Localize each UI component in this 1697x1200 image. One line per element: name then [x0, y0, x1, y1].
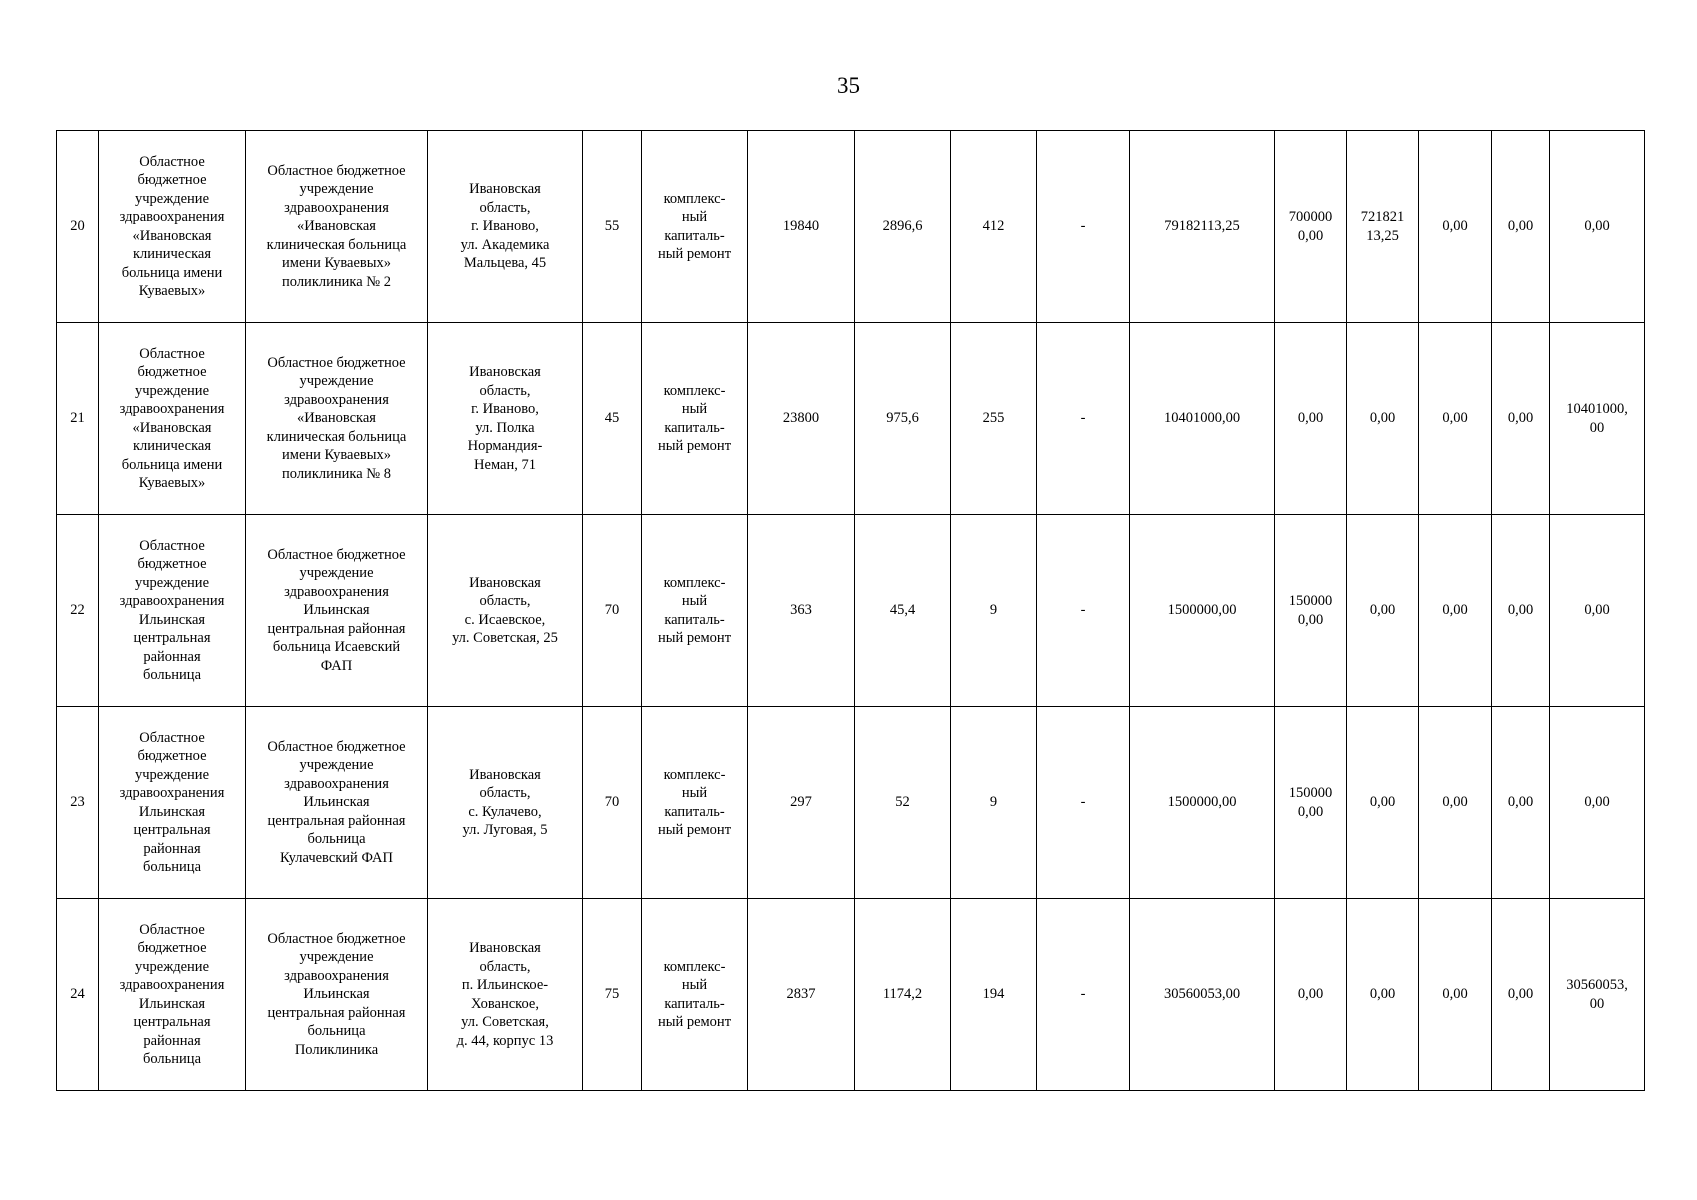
- col15-value: 0,00: [1507, 794, 1534, 811]
- col9-value: 9: [989, 602, 998, 619]
- wear-value: 70: [604, 602, 620, 619]
- col13-cell: [1347, 899, 1419, 1091]
- work-type-cell: [642, 899, 748, 1091]
- table-row: [57, 899, 1645, 1091]
- owner-cell: [99, 515, 246, 707]
- col14-cell: [1419, 707, 1492, 899]
- col12-cell: [1275, 515, 1347, 707]
- table-row: [57, 515, 1645, 707]
- owner-name: Областное бюджетное учреждение здравоохранения Ильинская центральная районная больница: [119, 921, 225, 1067]
- owner-cell: [99, 323, 246, 515]
- object-address: Ивановская область, г. Иваново, ул. Полка Нормандия- Неман, 71: [467, 364, 543, 473]
- col10-value: -: [1080, 218, 1086, 235]
- total-value: 10401000,00: [1163, 410, 1241, 427]
- col9-cell: [951, 707, 1037, 899]
- object-name: Областное бюджетное учреждение здравоохранения Ильинская центральная районная больница Поликлиника: [267, 930, 406, 1058]
- col8-value: 2896,6: [882, 218, 923, 235]
- col9-value: 412: [982, 218, 1005, 235]
- col12-cell: [1275, 899, 1347, 1091]
- col12-cell: [1275, 323, 1347, 515]
- object-cell: [246, 131, 428, 323]
- total-value: 30560053,00: [1163, 986, 1241, 1003]
- col8-value: 52: [895, 794, 910, 811]
- col15-cell: [1492, 323, 1550, 515]
- col14-value: 0,00: [1442, 794, 1468, 811]
- col10-value: -: [1080, 602, 1086, 619]
- total-value: 1500000,00: [1167, 794, 1237, 811]
- work-type-cell: [642, 707, 748, 899]
- row-number: 20: [70, 218, 85, 235]
- col12-value: 0,00: [1297, 410, 1324, 427]
- work-type: комплекс- ный капиталь- ный ремонт: [657, 574, 732, 646]
- facilities-table: [56, 130, 1645, 1091]
- wear-value: 75: [604, 986, 620, 1003]
- col13-value: 0,00: [1369, 986, 1396, 1003]
- col14-cell: [1419, 515, 1492, 707]
- col10-value: -: [1080, 794, 1086, 811]
- col10-value: -: [1080, 410, 1086, 427]
- work-type: комплекс- ный капиталь- ный ремонт: [657, 958, 732, 1030]
- col12-value: 150000 0,00: [1288, 785, 1333, 820]
- col10-cell: [1037, 707, 1130, 899]
- owner-name: Областное бюджетное учреждение здравоохранения Ильинская центральная районная больница: [119, 729, 225, 875]
- wear-value: 45: [604, 410, 620, 427]
- row-number: 22: [70, 602, 85, 619]
- total-cell: [1130, 323, 1275, 515]
- col16-cell: [1550, 707, 1645, 899]
- col14-value: 0,00: [1442, 410, 1468, 427]
- row-number-cell: [57, 707, 99, 899]
- object-cell: [246, 323, 428, 515]
- col7-value: 2837: [786, 986, 816, 1003]
- col7-cell: [748, 899, 855, 1091]
- col16-value: 0,00: [1584, 218, 1610, 235]
- row-number: 23: [70, 794, 85, 811]
- address-cell: [428, 707, 583, 899]
- wear-value: 70: [604, 794, 620, 811]
- wear-value: 55: [604, 218, 620, 235]
- col7-value: 297: [790, 794, 812, 811]
- col12-value: 700000 0,00: [1288, 209, 1333, 244]
- work-type-cell: [642, 323, 748, 515]
- col13-cell: [1347, 323, 1419, 515]
- total-cell: [1130, 131, 1275, 323]
- row-number: 21: [70, 410, 85, 427]
- col14-cell: [1419, 323, 1492, 515]
- col12-cell: [1275, 707, 1347, 899]
- col7-cell: [748, 515, 855, 707]
- col10-cell: [1037, 131, 1130, 323]
- col12-value: 0,00: [1297, 986, 1324, 1003]
- col8-value: 45,4: [889, 602, 916, 619]
- owner-name: Областное бюджетное учреждение здравоохранения «Ивановская клиническая больница имени Куваевых»: [119, 345, 225, 491]
- col15-cell: [1492, 899, 1550, 1091]
- col15-value: 0,00: [1507, 602, 1534, 619]
- row-number-cell: [57, 899, 99, 1091]
- col13-value: 0,00: [1369, 602, 1396, 619]
- col13-cell: [1347, 515, 1419, 707]
- table-row: [57, 131, 1645, 323]
- total-cell: [1130, 707, 1275, 899]
- col10-value: -: [1080, 986, 1086, 1003]
- owner-cell: [99, 899, 246, 1091]
- object-cell: [246, 899, 428, 1091]
- col15-value: 0,00: [1507, 218, 1534, 235]
- col16-value: 0,00: [1584, 794, 1610, 811]
- object-address: Ивановская область, г. Иваново, ул. Академика Мальцева, 45: [460, 181, 550, 272]
- col9-cell: [951, 131, 1037, 323]
- object-name: Областное бюджетное учреждение здравоохранения «Ивановская клиническая больница имени Куваевых» поликлиника № 2: [266, 162, 407, 290]
- col10-cell: [1037, 899, 1130, 1091]
- table-row: [57, 707, 1645, 899]
- object-cell: [246, 515, 428, 707]
- col16-value: 10401000, 00: [1566, 401, 1628, 436]
- col8-value: 1174,2: [882, 986, 923, 1003]
- col12-value: 150000 0,00: [1288, 593, 1333, 628]
- total-value: 79182113,25: [1164, 218, 1240, 235]
- col13-cell: [1347, 707, 1419, 899]
- wear-cell: [583, 899, 642, 1091]
- wear-cell: [583, 515, 642, 707]
- address-cell: [428, 899, 583, 1091]
- col9-cell: [951, 899, 1037, 1091]
- col7-value: 19840: [782, 218, 820, 235]
- col7-value: 23800: [782, 410, 820, 427]
- work-type: комплекс- ный капиталь- ный ремонт: [657, 190, 732, 262]
- total-cell: [1130, 515, 1275, 707]
- wear-cell: [583, 131, 642, 323]
- col15-cell: [1492, 515, 1550, 707]
- col9-value: 255: [982, 410, 1005, 427]
- row-number-cell: [57, 323, 99, 515]
- wear-cell: [583, 323, 642, 515]
- address-cell: [428, 323, 583, 515]
- col7-value: 363: [790, 602, 812, 619]
- owner-cell: [99, 707, 246, 899]
- col15-value: 0,00: [1507, 410, 1534, 427]
- work-type: комплекс- ный капиталь- ный ремонт: [657, 766, 732, 838]
- col8-cell: [855, 131, 951, 323]
- col7-cell: [748, 131, 855, 323]
- col14-value: 0,00: [1442, 986, 1468, 1003]
- work-type-cell: [642, 515, 748, 707]
- table-body: [57, 131, 1645, 1091]
- object-address: Ивановская область, с. Исаевское, ул. Советская, 25: [452, 574, 558, 646]
- col13-cell: [1347, 131, 1419, 323]
- col8-cell: [855, 323, 951, 515]
- row-number-cell: [57, 515, 99, 707]
- col16-cell: [1550, 323, 1645, 515]
- col15-cell: [1492, 131, 1550, 323]
- col8-value: 975,6: [886, 410, 919, 427]
- col8-cell: [855, 899, 951, 1091]
- col16-cell: [1550, 515, 1645, 707]
- col15-value: 0,00: [1507, 986, 1534, 1003]
- page-number: 35: [837, 73, 860, 98]
- owner-cell: [99, 131, 246, 323]
- col9-cell: [951, 323, 1037, 515]
- object-name: Областное бюджетное учреждение здравоохранения Ильинская центральная районная больница Исаевский ФАП: [267, 546, 406, 674]
- col8-cell: [855, 707, 951, 899]
- total-value: 1500000,00: [1167, 602, 1237, 619]
- object-name: Областное бюджетное учреждение здравоохранения Ильинская центральная районная больница Кулачевский ФАП: [267, 738, 406, 866]
- col10-cell: [1037, 515, 1130, 707]
- total-cell: [1130, 899, 1275, 1091]
- col10-cell: [1037, 323, 1130, 515]
- object-cell: [246, 707, 428, 899]
- address-cell: [428, 515, 583, 707]
- col15-cell: [1492, 707, 1550, 899]
- col14-cell: [1419, 131, 1492, 323]
- col16-cell: [1550, 131, 1645, 323]
- col9-cell: [951, 515, 1037, 707]
- col9-value: 9: [989, 794, 998, 811]
- address-cell: [428, 131, 583, 323]
- col13-value: 0,00: [1369, 410, 1396, 427]
- col7-cell: [748, 707, 855, 899]
- work-type: комплекс- ный капиталь- ный ремонт: [657, 382, 732, 454]
- col16-value: 30560053, 00: [1566, 977, 1628, 1012]
- table-row: [57, 323, 1645, 515]
- owner-name: Областное бюджетное учреждение здравоохранения Ильинская центральная районная больница: [119, 537, 225, 683]
- col14-value: 0,00: [1442, 602, 1468, 619]
- col13-value: 0,00: [1369, 794, 1396, 811]
- col7-cell: [748, 323, 855, 515]
- col14-value: 0,00: [1442, 218, 1468, 235]
- col12-cell: [1275, 131, 1347, 323]
- owner-name: Областное бюджетное учреждение здравоохранения «Ивановская клиническая больница имени Куваевых»: [119, 153, 225, 299]
- object-name: Областное бюджетное учреждение здравоохранения «Ивановская клиническая больница имени Куваевых» поликлиника № 8: [266, 354, 407, 482]
- col16-cell: [1550, 899, 1645, 1091]
- col16-value: 0,00: [1584, 602, 1610, 619]
- col14-cell: [1419, 899, 1492, 1091]
- object-address: Ивановская область, с. Кулачево, ул. Луговая, 5: [462, 766, 548, 838]
- col9-value: 194: [982, 986, 1005, 1003]
- wear-cell: [583, 707, 642, 899]
- col13-value: 721821 13,25: [1360, 209, 1405, 244]
- object-address: Ивановская область, п. Ильинское- Хованское, ул. Советская, д. 44, корпус 13: [456, 940, 554, 1049]
- work-type-cell: [642, 131, 748, 323]
- col8-cell: [855, 515, 951, 707]
- row-number: 24: [70, 986, 85, 1003]
- row-number-cell: [57, 131, 99, 323]
